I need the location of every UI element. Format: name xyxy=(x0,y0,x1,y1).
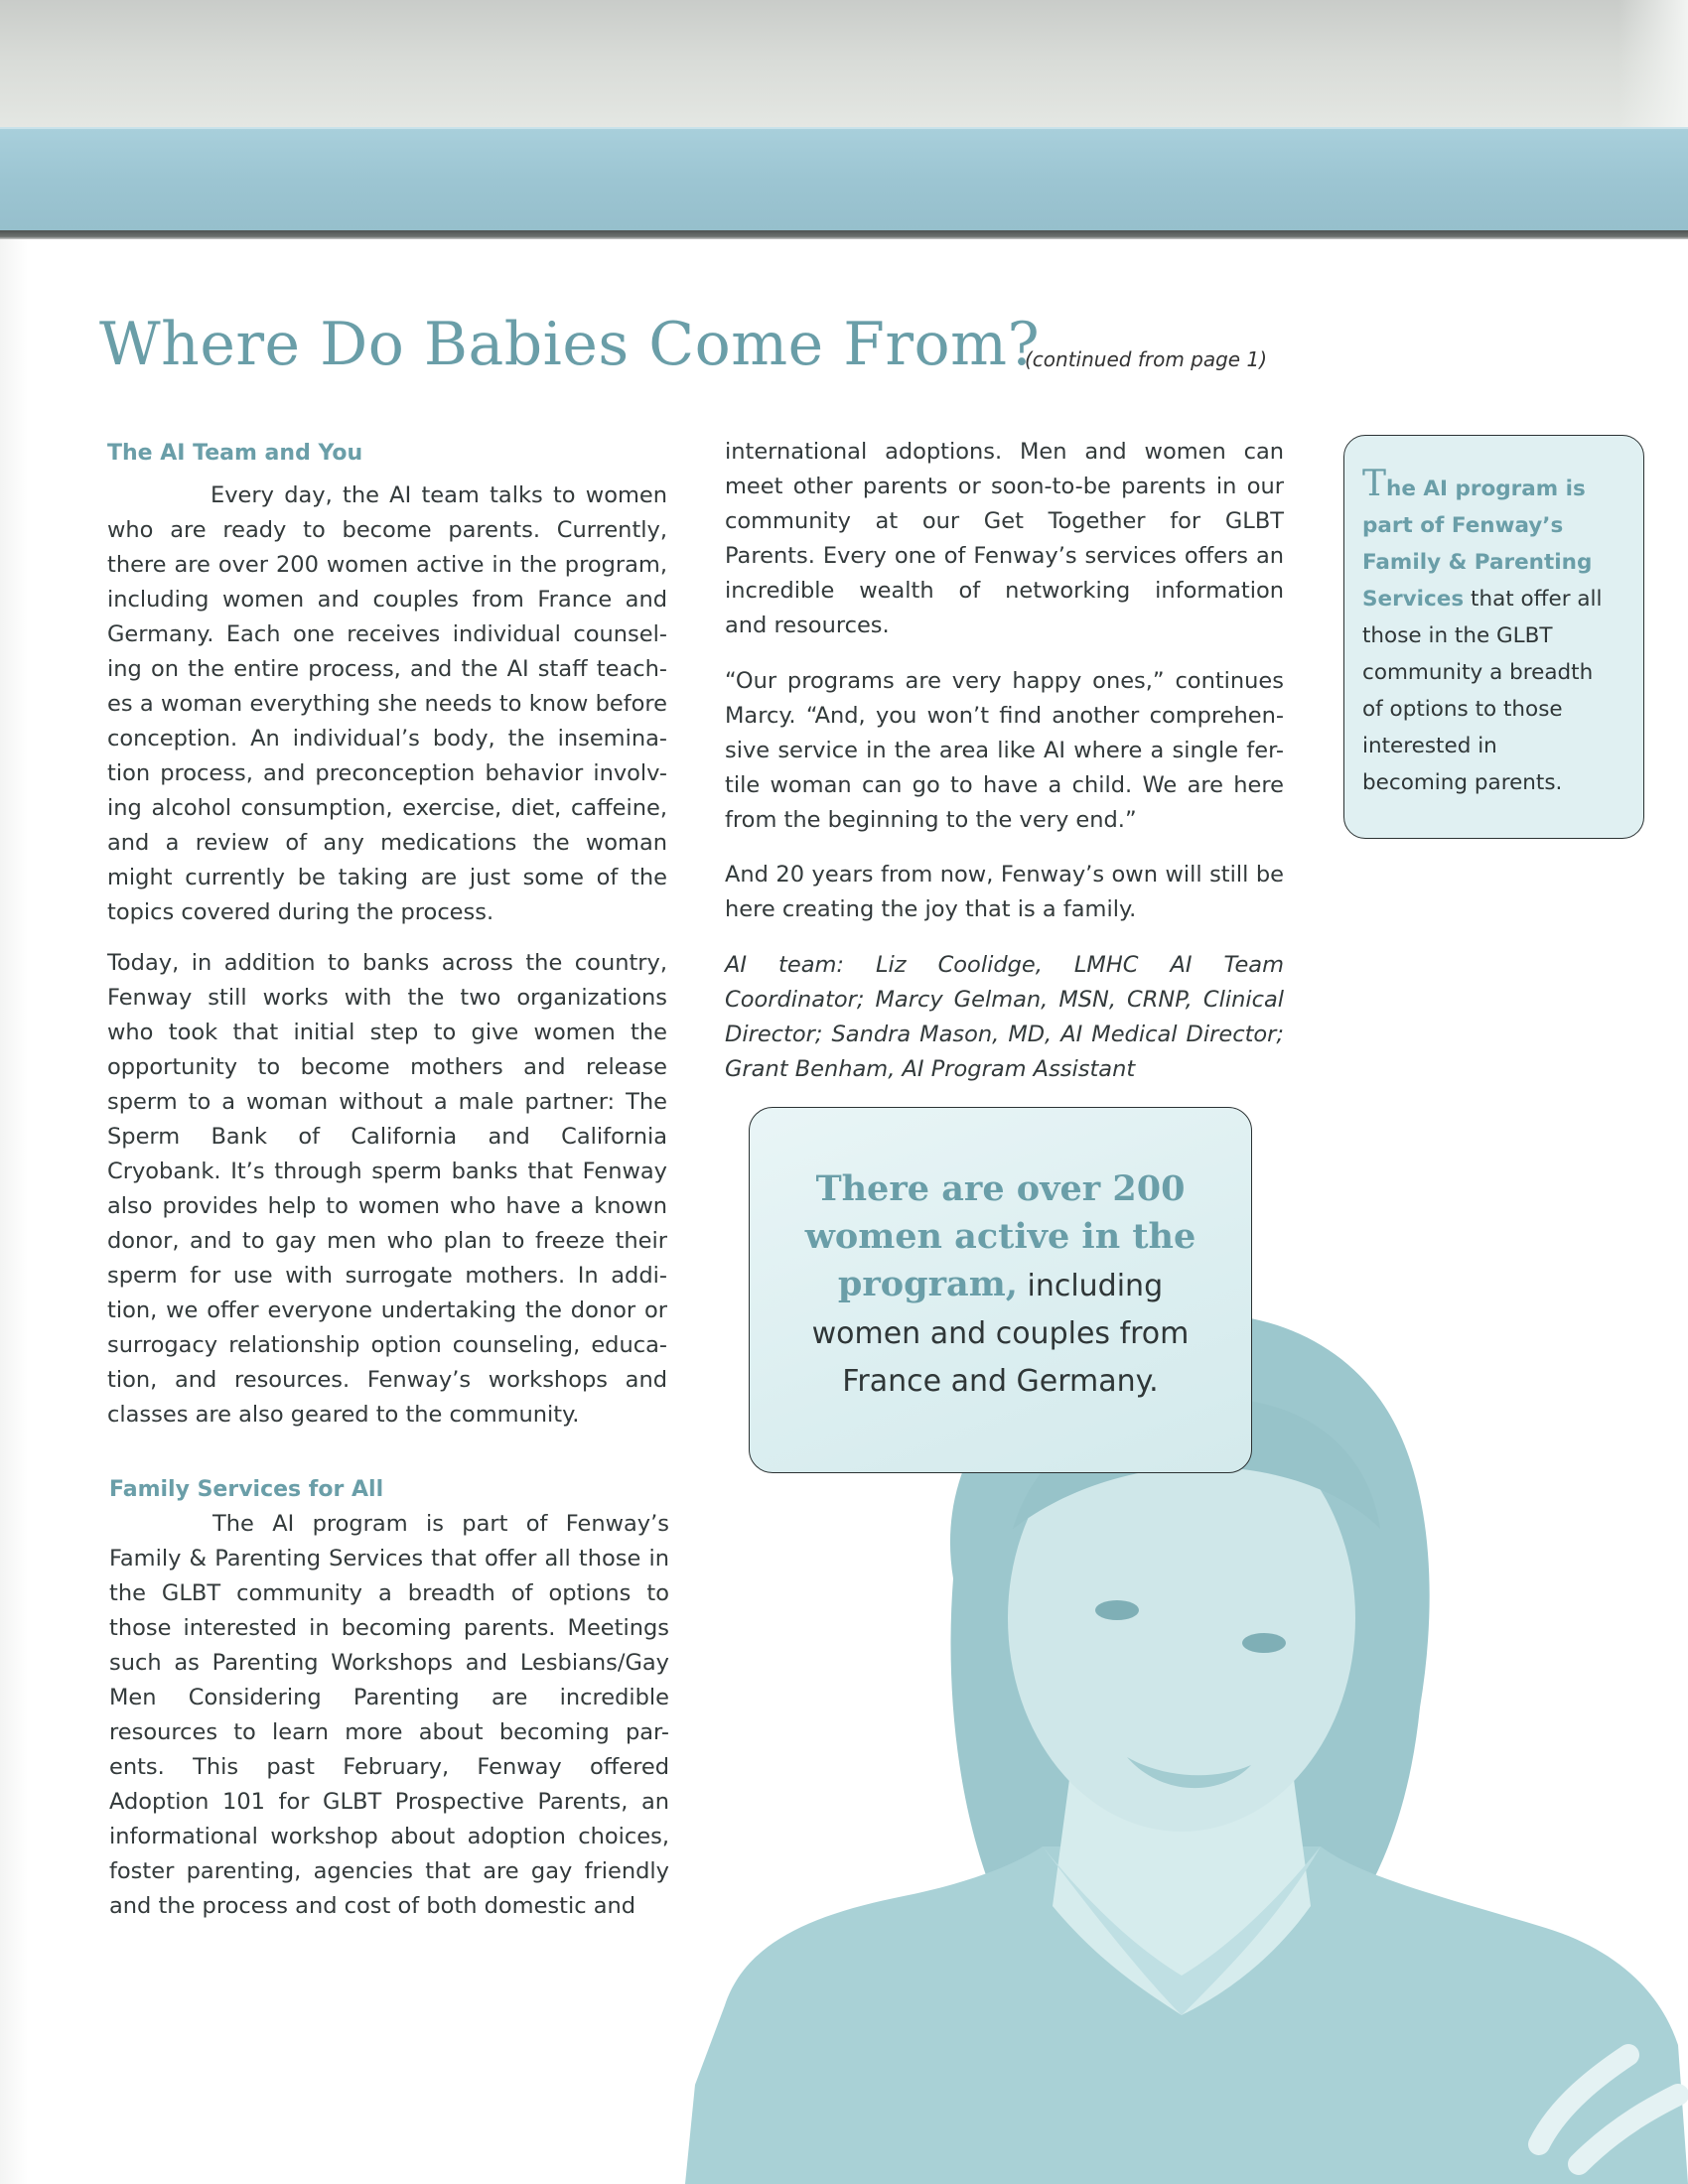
portrait-eye-right xyxy=(1242,1633,1286,1653)
text-line: foster parenting, agencies that are gay friendly xyxy=(109,1858,669,1884)
pull-quote xyxy=(749,1107,1252,1473)
text-line: Grant Benham, AI Program Assistant xyxy=(725,1056,1136,1082)
text-line: Men Considering Parenting are incredible xyxy=(109,1685,669,1710)
text-line: Fenway still works with the two organizations xyxy=(107,985,667,1011)
text-line: donor, and to gay men who plan to freeze their xyxy=(107,1228,667,1254)
sidebar-body-line: becoming parents. xyxy=(1362,770,1563,795)
text-line: who took that initial step to give women the xyxy=(107,1020,667,1045)
text-line: and resources. xyxy=(725,613,890,638)
text-line: es a woman everything she needs to know before xyxy=(107,691,667,717)
text-line: ing on the entire process, and the AI staff teach- xyxy=(107,656,667,682)
text-line: and a review of any medications the woman xyxy=(107,830,667,856)
sidebar-body-line: those in the GLBT xyxy=(1362,623,1553,648)
column2-paragraph-2 xyxy=(725,664,1284,838)
text-line: international adoptions. Men and women can xyxy=(725,439,1284,465)
sidebar-highlight-line: part of Fenway’s xyxy=(1362,513,1564,538)
text-line: Parents. Every one of Fenway’s services offers an xyxy=(725,543,1284,569)
header-band-rule xyxy=(0,230,1688,239)
text-line: community at our Get Together for GLBT xyxy=(725,508,1284,534)
text-line: tion process, and preconception behavior involv- xyxy=(107,760,667,786)
pull-quote-body-line: including xyxy=(1017,1269,1164,1303)
text-line: including women and couples from France and xyxy=(107,587,667,613)
text-line: sperm to a woman without a male partner: The xyxy=(107,1089,667,1115)
pull-quote-highlight-line: women active in the xyxy=(804,1216,1196,1257)
sidebar-highlight-line: he AI program is xyxy=(1386,477,1586,501)
sidebar-body-line: community a breadth xyxy=(1362,660,1594,685)
text-line: here creating the joy that is a family. xyxy=(725,896,1137,922)
pull-quote-highlight-line: program, xyxy=(837,1264,1018,1304)
text-line: Germany. Each one receives individual counsel- xyxy=(107,621,667,647)
text-line: such as Parenting Workshops and Lesbians/Gay xyxy=(109,1650,669,1676)
text-line: And 20 years from now, Fenway’s own will still be xyxy=(725,862,1284,887)
text-line: informational workshop about adoption choices, xyxy=(109,1824,669,1849)
sidebar-highlight-line: Services xyxy=(1362,587,1465,612)
text-line: the GLBT community a breadth of options to xyxy=(109,1580,669,1606)
text-line: from the beginning to the very end.” xyxy=(725,807,1137,833)
pull-quote-body-line: women and couples from xyxy=(811,1316,1190,1351)
text-line: surrogacy relationship option counseling, educa- xyxy=(107,1332,667,1358)
text-line: Sperm Bank of California and California xyxy=(107,1124,667,1150)
section1-paragraph-2 xyxy=(107,946,667,1433)
sidebar-highlight-line: Family & Parenting xyxy=(1362,550,1593,575)
sidebar-body-line: of options to those xyxy=(1362,697,1563,722)
text-line: tion, and resources. Fenway’s workshops and xyxy=(107,1367,667,1393)
sidebar-body-line: interested in xyxy=(1362,734,1497,758)
text-line: ing alcohol consumption, exercise, diet, caffeine, xyxy=(107,795,667,821)
text-line: sperm for use with surrogate mothers. In addi- xyxy=(107,1263,667,1289)
page-top-shadow xyxy=(0,0,1688,127)
text-line: tile woman can go to have a child. We are here xyxy=(725,772,1284,798)
text-line: incredible wealth of networking information xyxy=(725,578,1284,604)
section2-paragraph-1 xyxy=(109,1507,669,1924)
pull-quote-text xyxy=(750,1165,1251,1406)
page-title: Where Do Babies Come From? xyxy=(99,310,1041,379)
text-line: and the process and cost of both domestic and xyxy=(109,1893,636,1919)
column2-paragraph-1 xyxy=(725,435,1284,643)
sidebar-text xyxy=(1362,466,1630,801)
text-line: ents. This past February, Fenway offered xyxy=(109,1754,669,1780)
section-heading-ai-team: The AI Team and You xyxy=(107,441,363,466)
text-line: meet other parents or soon-to-be parents in our xyxy=(725,474,1284,499)
text-line: Every day, the AI team talks to women xyxy=(211,482,667,508)
text-line: Director; Sandra Mason, MD, AI Medical Director; xyxy=(725,1022,1284,1047)
sidebar-dropcap: T xyxy=(1362,464,1387,504)
sidebar-body-line: that offer all xyxy=(1464,587,1603,612)
text-line: opportunity to become mothers and release xyxy=(107,1054,667,1080)
text-line: Coordinator; Marcy Gelman, MSN, CRNP, Clinical xyxy=(725,987,1284,1013)
text-line: there are over 200 women active in the program, xyxy=(107,552,667,578)
text-line: might currently be taking are just some of the xyxy=(107,865,667,890)
text-line: classes are also geared to the community. xyxy=(107,1402,580,1428)
text-line: who are ready to become parents. Currently, xyxy=(107,517,667,543)
text-line: Marcy. “And, you won’t find another comprehen- xyxy=(725,703,1284,729)
text-line: topics covered during the process. xyxy=(107,899,494,925)
continued-note: (continued from page 1) xyxy=(1025,347,1267,371)
pull-quote-body-line: France and Germany. xyxy=(842,1364,1159,1399)
text-line: Cryobank. It’s through sperm banks that Fenway xyxy=(107,1159,667,1184)
text-line: Family & Parenting Services that offer all those in xyxy=(109,1546,669,1571)
text-line: those interested in becoming parents. Meetings xyxy=(109,1615,669,1641)
text-line: sive service in the area like AI where a single fer- xyxy=(725,738,1284,763)
sidebar-callout xyxy=(1343,435,1644,839)
column2-paragraph-3 xyxy=(725,858,1284,927)
page-edge xyxy=(0,239,28,2184)
text-line: tion, we offer everyone undertaking the donor or xyxy=(107,1297,667,1323)
portrait-eye-left xyxy=(1095,1600,1139,1620)
pull-quote-highlight-line: There are over 200 xyxy=(815,1168,1186,1209)
text-line: AI team: Liz Coolidge, LMHC AI Team xyxy=(725,952,1284,978)
text-line: conception. An individual’s body, the insemina- xyxy=(107,726,667,751)
text-line: “Our programs are very happy ones,” continues xyxy=(725,668,1284,694)
team-credits xyxy=(725,948,1284,1087)
section-heading-family-services: Family Services for All xyxy=(109,1477,384,1502)
text-line: Adoption 101 for GLBT Prospective Parents, an xyxy=(109,1789,669,1815)
header-band xyxy=(0,127,1688,232)
text-line: Today, in addition to banks across the country, xyxy=(107,950,667,976)
text-line: resources to learn more about becoming par- xyxy=(109,1719,669,1745)
section1-paragraph-1 xyxy=(107,478,667,930)
text-line: also provides help to women who have a known xyxy=(107,1193,667,1219)
text-line: The AI program is part of Fenway’s xyxy=(212,1511,669,1537)
